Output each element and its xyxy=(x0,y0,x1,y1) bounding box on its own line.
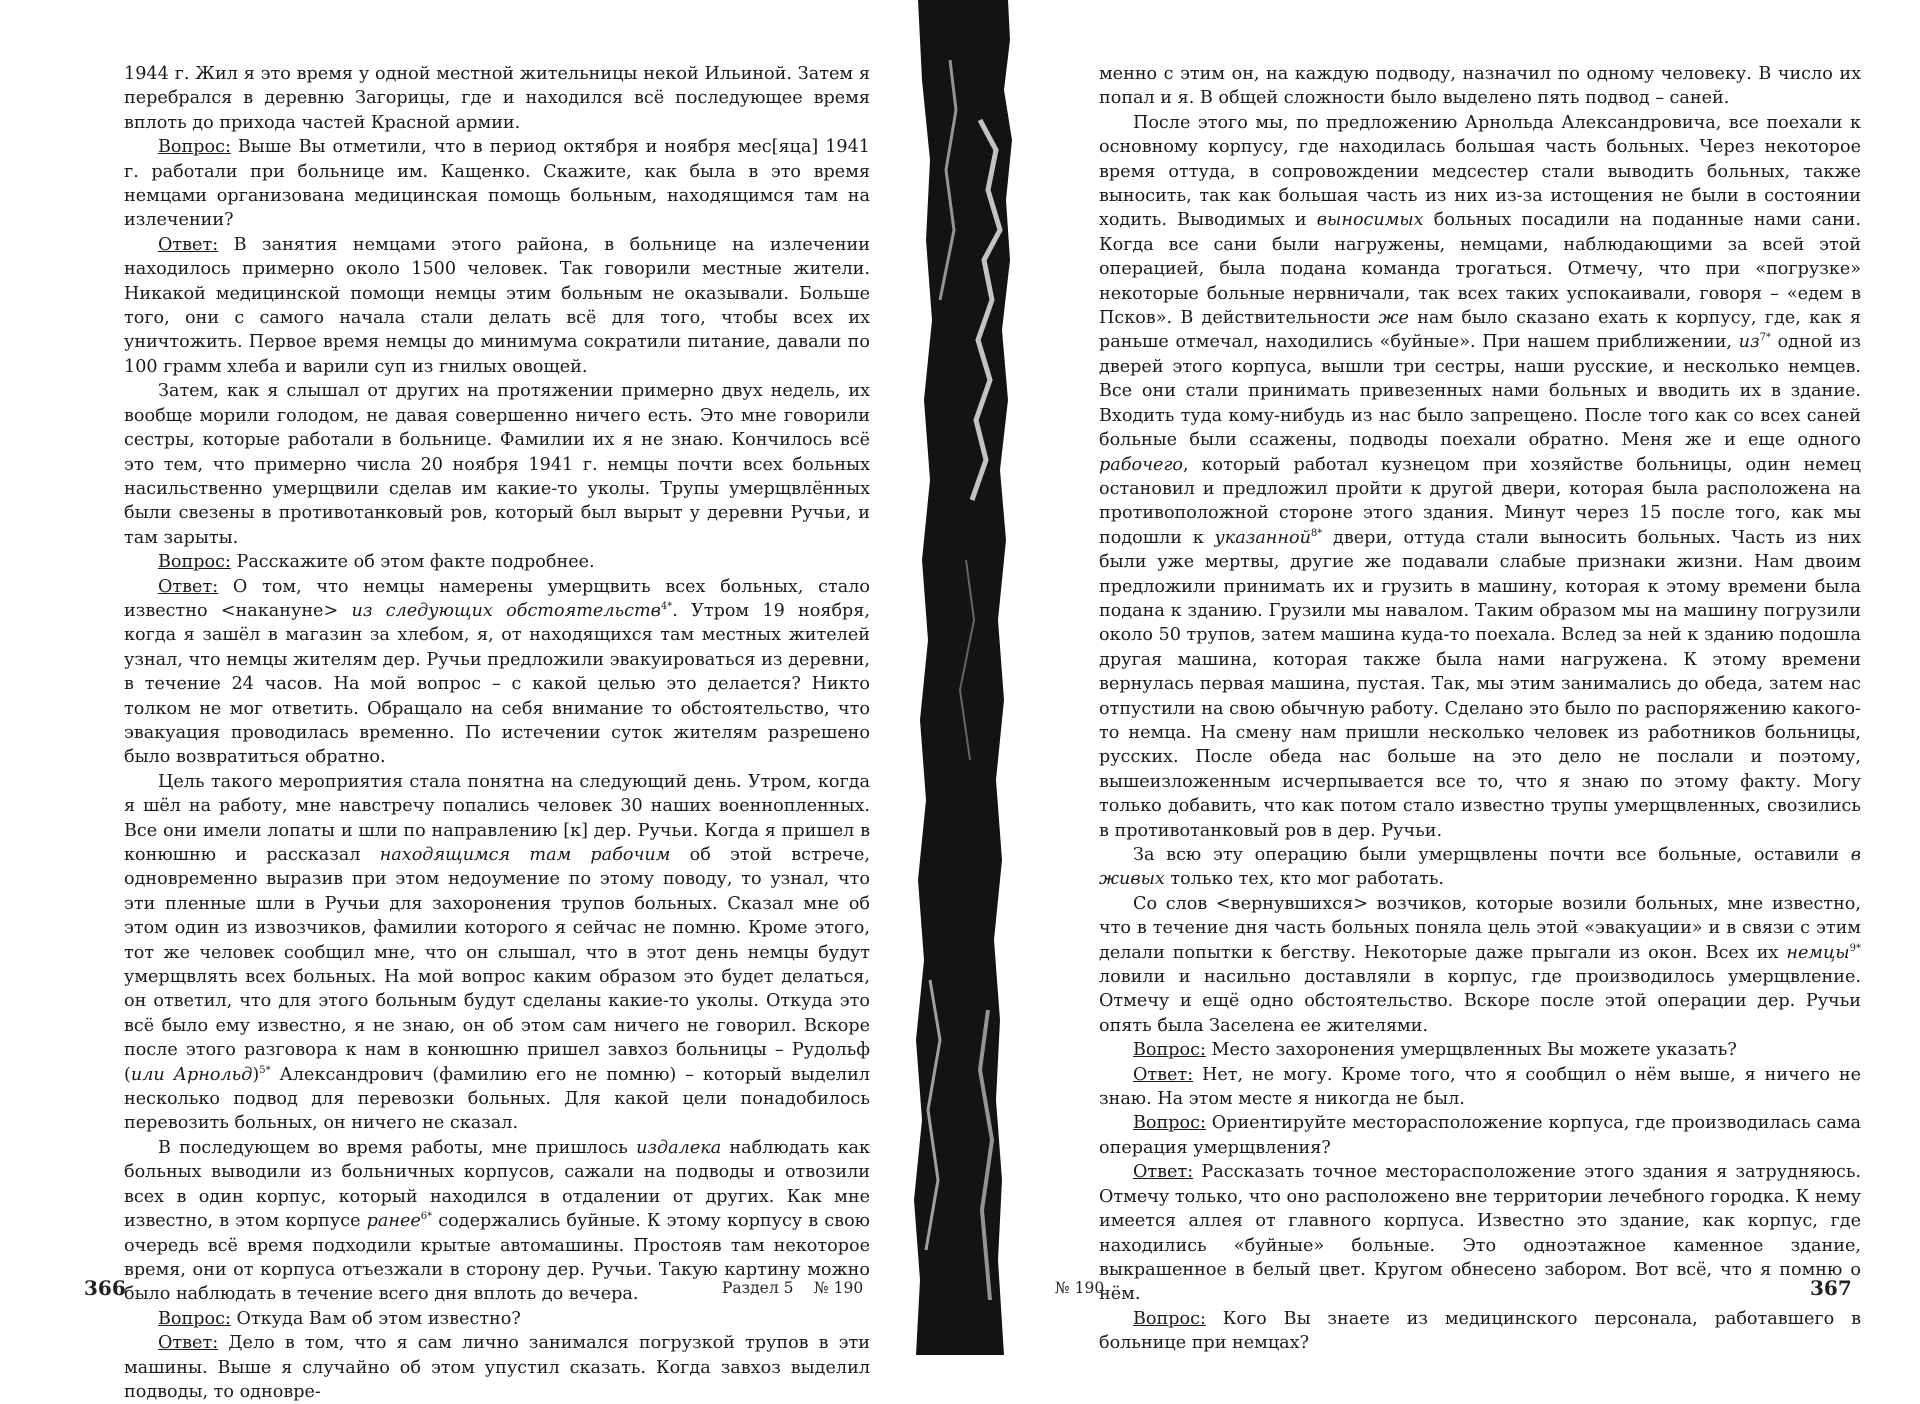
right-page xyxy=(1015,0,1920,1355)
italic-text: указанной xyxy=(1214,527,1311,548)
footnote-mark: 9* xyxy=(1849,942,1861,954)
text-run: Ориентируйте месторасположение корпуса, где производилась сама операция умерщвления? xyxy=(1099,1113,1861,1158)
text-run: В последующем во время работы, мне пришлось xyxy=(158,1137,637,1158)
paragraph xyxy=(124,575,870,770)
text-run: Расскажите об этом факте подробнее. xyxy=(230,552,595,573)
text-run: Кого Вы знаете из медицинского персонала, работавшего в больнице при немцах? xyxy=(1099,1308,1861,1354)
text-run: только тех, кто мог работать. xyxy=(1164,869,1445,890)
paragraph xyxy=(1099,843,1861,892)
text-run: об этой встрече, одновременно выразив при этом недоумение по этому поводу, то узнал, что эти пленные шли в Ручьи для захоронения трупов больных. Сказал мне об этом один из извозчиков, фамилии которого я сейчас не помню. Кроме этого, тот же человек сообщил мне, что он слышал, что в этот день немцы будут умерщвлять всех больных. На мой вопрос каким образом это будет делаться, он ответил, что для этого больным будут сделаны какие-то уколы. Откуда это всё было ему известно, я не знаю, он об этом сам ничего не говорил. Вскоре после этого разговора к нам в конюшню пришел завхоз больницы – Рудольф ( xyxy=(124,845,870,1085)
text-run: Рассказать точное месторасположение этого здания я затрудняюсь. Отмечу только, что оно расположено вне территории лечебного городка. К нему имеется аллея от главного корпуса. Известно это здание, как корпус, где находились «буйные» больные. Это одноэтажное каменное здание, выкрашенное в белый цвет. Кругом обнесено забором. Вот всё, что я помню о нём. xyxy=(1099,1162,1861,1305)
paragraph xyxy=(1099,1063,1861,1112)
text-run: менно с этим он, на каждую подводу, назначил по одному человеку. В число их попал и я. В общей сложности было выделено пять подвод – саней. xyxy=(1099,64,1861,109)
paragraph xyxy=(124,550,870,574)
speaker-label: Вопрос: xyxy=(158,137,231,158)
italic-text: из следующих обстоятельств xyxy=(351,600,661,621)
text-run: ) xyxy=(252,1064,260,1085)
text-run: 1944 г. Жил я это время у одной местной жительницы некой Ильиной. Затем я перебрался в деревню Загорицы, где и находился всё последующее время вплоть до прихода частей Красной армии. xyxy=(124,64,870,133)
right-page-number: 367 xyxy=(1810,1276,1852,1300)
right-page-body xyxy=(1099,62,1861,1356)
text-run: Александрович (фамилию его не помню) – который выделил несколько подвод для перевозки больных. Для какой цели понадобилось перевозить больных, он ничего не сказал. xyxy=(124,1064,870,1134)
paragraph xyxy=(124,1331,870,1404)
book-spine-scan-shadow xyxy=(910,0,1015,1355)
speaker-label: Вопрос: xyxy=(158,1308,231,1329)
speaker-label: Вопрос: xyxy=(1133,1040,1206,1061)
italic-text: рабочего xyxy=(1099,454,1183,475)
text-run: В занятия немцами этого района, в больнице на излечении находилось примерно около 1500 человек. Так говорили местные жители. Никакой медицинской помощи немцы этим больным не оказывали. Больше того, они с самого начала стали делать всё для того, чтобы всех их уничтожить. Первое время немцы до минимума сократили питание, давали по 100 грамм хлеба и варили суп из гнилых овощей. xyxy=(124,234,870,377)
section-label: Раздел 5 xyxy=(722,1279,794,1297)
text-run: О том, что немцы намерены умерщвить всех больных, стало известно <накануне> xyxy=(124,576,870,621)
paragraph xyxy=(1099,62,1861,111)
footnote-mark: 6* xyxy=(420,1211,433,1223)
footnote-mark: 5* xyxy=(259,1064,271,1076)
text-run: Со слов <вернувшихся> возчиков, которые возили больных, мне известно, что в течение дня часть больных поняла цель этой «эвакуации» и в связи с этим делали попытки к бегству. Некоторые даже прыгали из окон. Всех их xyxy=(1099,893,1861,963)
text-run: , который работал кузнецом при хозяйстве больницы, один немец остановил и предложил пройти к другой двери, которая была расположена на противоположной стороне этого здания. Минут через 15 после того, как мы подошли к xyxy=(1099,454,1861,548)
italic-text: ранее xyxy=(366,1211,421,1232)
speaker-label: Ответ: xyxy=(1133,1064,1194,1085)
text-run: нам было сказано ехать к корпусу, где, как я раньше отмечал, находились «буйные». При нашем приближении, xyxy=(1099,308,1861,353)
footnote-mark: 8* xyxy=(1310,527,1323,539)
text-run: Выше Вы отметили, что в период октября и ноября мес[яца] 1941 г. работали при больнице им. Кащенко. Скажите, как была в это время немцами организована медицинская помощь больным, находящимся там на излечении? xyxy=(124,137,870,231)
speaker-label: Вопрос: xyxy=(1133,1113,1206,1134)
left-doc-number: № 190 xyxy=(814,1279,864,1297)
italic-text: же xyxy=(1378,308,1409,329)
text-run: одной из дверей этого корпуса, вышли три сестры, наши русские, и несколько немцев. Все они стали принимать привезенных нами больных и вводить их в здание. Входить туда кому-нибудь из нас было запрещено. После того как со всех саней больные были ссажены, подводы поехали обратно. Меня же и еще одного xyxy=(1099,332,1861,451)
speaker-label: Ответ: xyxy=(158,1333,219,1354)
text-run: Нет, не могу. Кроме того, что я сообщил о нём выше, я ничего не знаю. На этом месте я никогда не был. xyxy=(1099,1064,1861,1110)
text-run: Откуда Вам об этом известно? xyxy=(230,1308,521,1329)
paragraph xyxy=(124,1307,870,1331)
text-run: После этого мы, по предложению Арнольда Александровича, все поехали к основному корпусу, где находилась большая часть больных. Через некоторое время оттуда, в сопровождении медсестер стали выводить больных, также выносить, так как большая часть из них из-за истощения не были в состоянии ходить. Выводимых и xyxy=(1099,112,1861,231)
text-run: двери, оттуда стали выносить больных. Часть из них были уже мертвы, другие же подавали слабые признаки жизни. Нам двоим предложили принимать их и грузить в машину, которая к этому времени была подана к зданию. Грузили мы навалом. Таким образом мы на машину погрузили около 50 трупов, затем машина куда-то поехала. Вслед за ней к зданию подошла другая машина, которая также была нами нагружена. К этому времени вернулась первая машина, пустая. Так, мы этим занимались до обеда, затем нас отпустили на свою обычную работу. Сделано это было по распоряжению какого-то немца. На смену нам пришли несколько человек из работников больницы, русских. После обеда нас больше на это дело не послали и поэтому, вышеизложенным исчерпывается все то, что я знаю по этому факту. Могу только добавить, что как потом стало известно трупы умерщвленных, свозились в противотанковый ров в дер. Ручьи. xyxy=(1099,527,1862,841)
footnote-mark: 4* xyxy=(660,601,673,613)
text-run: За всю эту операцию были умерщвлены почти все больные, оставили xyxy=(1133,845,1851,865)
left-page-body xyxy=(124,62,870,1404)
italic-text: из xyxy=(1738,332,1760,353)
paragraph xyxy=(1099,1038,1861,1062)
italic-text: немцы xyxy=(1786,942,1850,963)
paragraph xyxy=(124,379,870,550)
speaker-label: Ответ: xyxy=(158,234,219,255)
speaker-label: Ответ: xyxy=(1133,1162,1194,1183)
text-run: больных посадили на поданные нами сани. Когда все сани были нагружены, немцами, наблюдающими за всей этой операцией, была подана команда трогаться. Отмечу, что при «погрузке» некоторые больные нервничали, так всех таких успокаивали, говоря – «едем в Псков». В действительности xyxy=(1099,210,1861,329)
text-run: Затем, как я слышал от других на протяжении примерно двух недель, их вообще морили голодом, не давая совершенно ничего есть. Это мне говорили сестры, которые работали в больнице. Фамилии их я не знаю. Кончилось всё это тем, что примерно числа 20 ноября 1941 г. немцы почти всех больных насильственно умерщвили сделав им какие-то уколы. Трупы умерщвлённых были свезены в противотанковый ров, который был вырыт у деревни Ручьи, и там зарыты. xyxy=(124,381,870,548)
speaker-label: Вопрос: xyxy=(158,552,231,573)
left-page-number: 366 xyxy=(84,1276,126,1300)
italic-text: находящимся там рабочим xyxy=(379,845,671,865)
text-run: . Утром 19 ноября, когда я зашёл в магазин за хлебом, я, от находящихся там местных жителей узнал, что немцы жителям дер. Ручьи предложили эвакуироваться из деревни, в течение 24 часов. На мой вопрос – с какой целью это делается? Никто толком не мог ответить. Обращало на себя внимание то обстоятельство, что эвакуация проводилась временно. По истечении суток жителям разрешено было возвратиться обратно. xyxy=(124,600,870,768)
italic-text: в живых xyxy=(1099,845,1861,890)
text-run: Место захоронения умерщвленных Вы можете указать? xyxy=(1205,1040,1737,1061)
paragraph xyxy=(1099,892,1861,1038)
paragraph xyxy=(124,233,870,379)
footnote-mark: 7* xyxy=(1759,332,1771,344)
text-run: Дело в том, что я сам лично занимался погрузкой трупов в эти машины. Выше я случайно об этом упустил сказать. Когда завхоз выделил подводы, то одновре- xyxy=(124,1333,870,1402)
paragraph xyxy=(1099,1307,1861,1356)
speaker-label: Ответ: xyxy=(158,576,219,597)
italic-text: выносимых xyxy=(1316,210,1424,231)
right-doc-number: № 190 xyxy=(1055,1279,1105,1297)
paragraph xyxy=(1099,111,1861,843)
paragraph xyxy=(124,135,870,233)
text-run: ловили и насильно доставляли в корпус, где производилось умерщвление. Отмечу и ещё одно обстоятельство. Вскоре после этой операции дер. Ручьи опять была Заселена ее жителями. xyxy=(1099,967,1861,1036)
speaker-label: Вопрос: xyxy=(1133,1308,1206,1329)
text-run: Цель такого мероприятия стала понятна на следующий день. Утром, когда я шёл на работу, мне навстречу попались человек 30 наших военнопленных. Все они имели лопаты и шли по направлению [к] дер. Ручьи. Когда я пришел в конюшню и рассказал xyxy=(124,771,870,865)
paragraph xyxy=(124,770,870,1136)
paragraph xyxy=(1099,1111,1861,1160)
text-run: содержались буйные. К этому корпусу в свою очередь всё время подходили крытые автомашины. Простояв там некоторое время, они от корпуса отъезжали в сторону дер. Ручьи. Такую картину можно было наблюдать в течение всего дня вплоть до вечера. xyxy=(124,1211,870,1305)
left-page xyxy=(0,0,910,1402)
text-run: наблюдать как больных выводили из больничных корпусов, сажали на подводы и отвозили всех в один корпус, который находился в отдалении от других. Как мне известно, в этом корпусе xyxy=(124,1137,871,1232)
paragraph xyxy=(124,62,870,135)
italic-text: издалека xyxy=(636,1137,722,1158)
paragraph xyxy=(1099,1160,1861,1306)
italic-text: или Арнольд xyxy=(130,1064,253,1085)
